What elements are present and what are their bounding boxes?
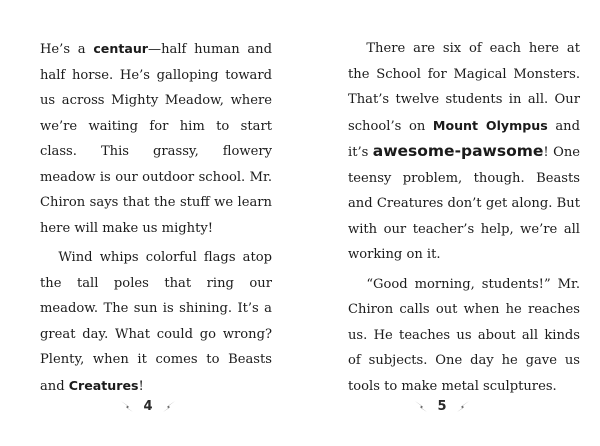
term-creatures: Creatures (68, 377, 139, 393)
text-run: —half human and half horse. He’s galloping toward us across Mighty Meadow, where we’re waiting for him to start class. This grassy, flowery meadow is our outdoor school. Mr. Chiron says that the stuff we learn here will make us mighty! (40, 42, 272, 236)
right-paragraph-1 (348, 36, 580, 268)
left-page (40, 36, 272, 399)
text-run: He’s a (40, 42, 94, 57)
text-run: and it’s (348, 118, 580, 160)
text-run: There are six of each here at the School for Magical Monsters. That’s twelve students in all. Our school’s on (348, 41, 580, 134)
right-page-folio (402, 394, 482, 418)
term-awesome-pawsome: awesome-pawsome (372, 142, 544, 160)
text-run: Wind whips colorful flags atop the tall poles that ring our meadow. The sun is shining. It’s a great day. What could go wrong? Plenty, when it comes to Beasts and (40, 250, 272, 394)
lightning-bolt-icon (414, 399, 432, 413)
text-run: “Good morning, students!” Mr. Chiron calls out when he reaches us. He teaches us about all kinds of subjects. One day he gave us tools to make metal sculptures. (348, 276, 580, 394)
page-number: 5 (437, 398, 447, 414)
left-paragraph-1 (40, 36, 272, 241)
text-run: ! (138, 378, 144, 394)
term-mount-olympus: Mount Olympus (432, 117, 548, 133)
lightning-bolt-icon (120, 399, 138, 413)
lightning-bolt-icon (452, 399, 470, 413)
right-paragraph-2 (348, 272, 580, 400)
page-number: 4 (143, 398, 153, 414)
right-page (348, 36, 580, 399)
left-paragraph-2 (40, 245, 272, 399)
left-page-folio (108, 394, 188, 418)
term-centaur: centaur (93, 41, 149, 56)
lightning-bolt-icon (158, 399, 176, 413)
text-run: ! One teensy problem, though. Beasts and Creatures don’t get along. But with our teacher’s help, we’re all working on it. (348, 145, 580, 262)
